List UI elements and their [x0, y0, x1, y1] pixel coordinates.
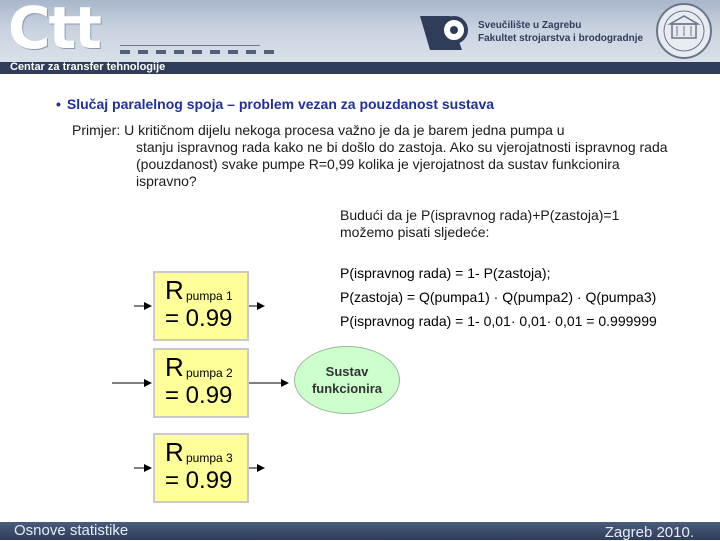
- pump-2-subscript: pumpa 2: [186, 366, 233, 380]
- pump-2-box: [153, 348, 249, 418]
- footer-place-date: Zagreb 2010.: [604, 524, 694, 541]
- bullet-dot-icon: •: [56, 96, 61, 112]
- ctt-subtitle: Centar za transfer tehnologije: [10, 61, 166, 73]
- formula-1: P(ispravnog rada) = 1- P(zastoja);: [340, 265, 551, 281]
- since-line-2: možemo pisati sljedeće:: [340, 224, 490, 240]
- pump-1-symbol: R: [165, 275, 184, 305]
- university-line-1: Sveučilište u Zagrebu: [478, 20, 582, 31]
- formula-3: P(ispravnog rada) = 1- 0,01· 0,01· 0,01 = 0.999999: [340, 313, 657, 329]
- pump-3-symbol: R: [165, 437, 184, 467]
- system-label-line-2: funkcionira: [311, 381, 383, 396]
- ctt-logo: Ctt: [8, 0, 101, 62]
- pump-1-subscript: pumpa 1: [186, 289, 233, 303]
- university-line-2: Fakultet strojarstva i brodogradnje: [478, 33, 644, 44]
- pump-3-subscript: pumpa 3: [186, 451, 233, 465]
- pump-3-value: = 0.99: [165, 467, 233, 494]
- system-ellipse: [294, 346, 400, 414]
- pump-2-value: = 0.99: [165, 382, 233, 409]
- bullet-title-text: Slučaj paralelnog spoja – problem vezan za pouzdanost sustava: [66, 96, 495, 112]
- system-label-line-1: Sustav: [325, 364, 369, 379]
- pump-3-box: [153, 433, 249, 503]
- pump-1-box: [153, 271, 249, 341]
- pump-1-value: = 0.99: [165, 305, 233, 332]
- since-line-1: Budući da je P(ispravnog rada)+P(zastoja)=1: [340, 207, 620, 223]
- example-continuation: stanju ispravnog rada kako ne bi došlo do zastoja. Ako su vjerojatnosti ispravnog rada (pouzdanost) svake pumpe R=0,99 kolika je vjerojatnost da sustav funkcionira ispravno?: [136, 139, 668, 189]
- pump-2-symbol: R: [165, 352, 184, 382]
- example-first-line: Primjer: U kritičnom dijelu nekoga procesa važno je da je barem jedna pumpa u: [72, 122, 565, 138]
- footer-course: Osnove statistike: [14, 522, 129, 539]
- formula-2: P(zastoja) = Q(pumpa1) · Q(pumpa2) · Q(pumpa3): [340, 289, 657, 305]
